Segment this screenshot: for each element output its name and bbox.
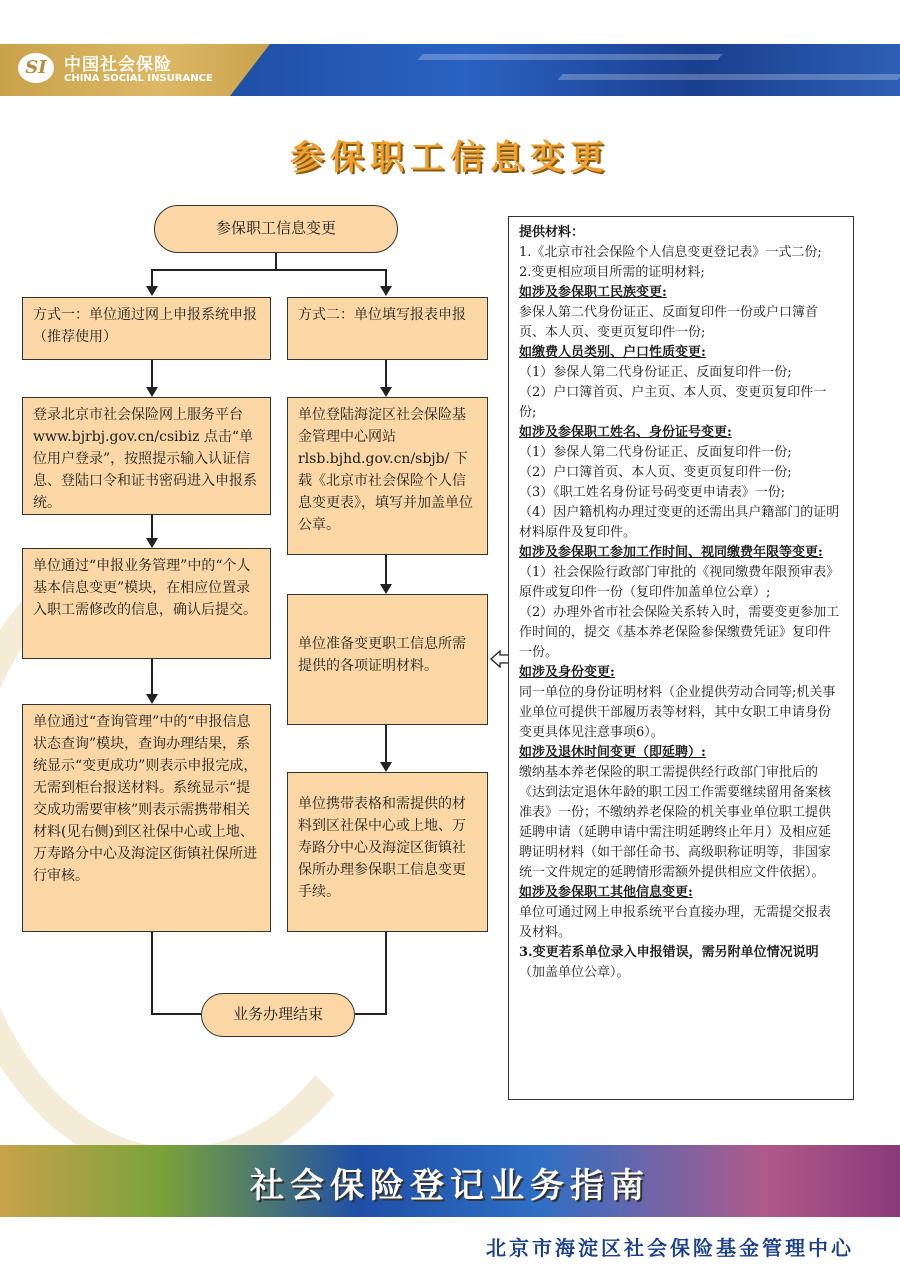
section-name-id-line-3: （3）《职工姓名身份证号码变更申请表》一份;: [519, 485, 786, 500]
flow-end-node: 业务办理结束: [201, 993, 355, 1037]
logo-chinese-text: 中国社会保险: [64, 55, 172, 75]
section-retirement-text: 缴纳基本养老保险的职工需提供经行政部门审批后的《达到法定退休年龄的职工因工作需要继续留用备案核准表》一份；不缴纳养老保险的机关事业单位职工提供延聘申请（延聘申请中需注明延聘终止年月）及相应延聘证明材料（如干部任命书、高级职称证明等，非国家统一文件规定的延聘情形需额外提供相应文件依据）。: [519, 765, 832, 880]
flow-method-form: 方式二：单位填写报表申报: [287, 297, 488, 360]
section-other-text: 单位可通过网上申报系统平台直接办理，无需提交报表及材料。: [519, 905, 832, 940]
section-identity-title: 如涉及身份变更:: [519, 665, 615, 680]
section-work-time-line-1: （1）社会保险行政部门审批的《视同缴费年限预审表》原件或复印件一份（复印件加盖单位公章）;: [519, 565, 840, 600]
flow-form-prepare-step: 单位准备变更职工信息所需提供的各项证明材料。: [287, 594, 488, 725]
flow-form-submit-step: 单位携带表格和需提供的材料到区社保中心或上地、万寿路分中心及海淀区街镇社保所办理参保职工信息变更手续。: [287, 772, 488, 932]
section-work-time-line-2: （2）办理外省市社会保险关系转入时，需要变更参加工作时间的，提交《基本养老保险参保缴费凭证》复印件一份。: [519, 605, 840, 660]
materials-heading: 提供材料：: [519, 225, 585, 240]
page-title: 参保职工信息变更: [290, 138, 610, 178]
section-name-id-title: 如涉及参保职工姓名、身份证号变更:: [519, 425, 732, 440]
section-category-line-1: （1）参保人第二代身份证正、反面复印件一份;: [519, 365, 792, 380]
section-name-id-line-4: （4）因户籍机构办理过变更的还需出具户籍部门的证明材料原件及复印件。: [519, 505, 840, 540]
flow-online-entry-step: 单位通过“申报业务管理”中的“个人基本信息变更”模块，在相应位置录入职工需修改的信息，确认后提交。: [22, 548, 271, 659]
flow-method-online: 方式一：单位通过网上申报系统申报（推荐使用）: [22, 297, 271, 360]
materials-item-3-suffix: （加盖单位公章）。: [519, 965, 630, 980]
section-other-title: 如涉及参保职工其他信息变更:: [519, 885, 693, 900]
flow-online-login-step: 登录北京市社会保险网上服务平台 www.bjrbj.gov.cn/csibiz 点击“单位用户登录”，按照提示输入认证信息、登陆口令和证书密码进入申报系统。: [22, 397, 271, 515]
flow-form-download-step: 单位登陆海淀区社会保险基金管理中心网站 rlsb.bjhd.gov.cn/sbjb/ 下载《北京市社会保险个人信息变更表》，填写并加盖单位公章。: [287, 397, 488, 555]
section-ethnicity-text: 参保人第二代身份证正、反面复印件一份或户口簿首页、本人页、变更页复印件一份;: [519, 305, 819, 340]
materials-item-1: 1.《北京市社会保险个人信息变更登记表》一式二份;: [519, 245, 822, 260]
footer-title: 社会保险登记业务指南: [250, 1166, 650, 1206]
logo-english-text: CHINA SOCIAL INSURANCE: [64, 73, 213, 84]
footer-organization: 北京市海淀区社会保险基金管理中心: [486, 1236, 854, 1260]
section-name-id-line-1: （1）参保人第二代身份证正、反面复印件一份;: [519, 445, 792, 460]
section-retirement-title: 如涉及退休时间变更（即延聘）:: [519, 745, 706, 760]
section-identity-text: 同一单位的身份证明材料（企业提供劳动合同等;机关事业单位可提供干部履历表等材料，其中女职工申请身份变更具体见注意事项6）。: [519, 685, 836, 740]
section-ethnicity-title: 如涉及参保职工民族变更:: [519, 285, 667, 300]
materials-item-2: 2.变更相应项目所需的证明材料;: [519, 265, 705, 280]
section-name-id-line-2: （2）户口簿首页、本人页、变更页复印件一份;: [519, 465, 792, 480]
flow-start-node: 参保职工信息变更: [154, 205, 398, 253]
materials-item-3-main: 3.变更若系单位录入申报错误，需另附单位情况说明: [519, 945, 819, 960]
hollow-arrow-left-icon: [490, 650, 510, 668]
flow-online-query-step: 单位通过“查询管理”中的“申报信息状态查询”模块，查询办理结果，系统显示“变更成功”则表示申报完成，无需到柜台报送材料。系统显示“提交成功需要审核”则表示需携带相关材料(见右侧)到区社保中心或上地、万寿路分中心及海淀区街镇社保所进行审核。: [22, 704, 271, 932]
section-category-line-2: （2）户口簿首页、户主页、本人页、变更页复印件一份;: [519, 385, 827, 420]
section-work-time-title: 如涉及参保职工参加工作时间、视同缴费年限等变更:: [519, 545, 823, 560]
si-logo-icon: SI: [18, 53, 54, 83]
materials-panel: [508, 216, 854, 1100]
materials-item-3: [519, 943, 843, 983]
section-category-title: 如缴费人员类别、户口性质变更:: [519, 345, 706, 360]
